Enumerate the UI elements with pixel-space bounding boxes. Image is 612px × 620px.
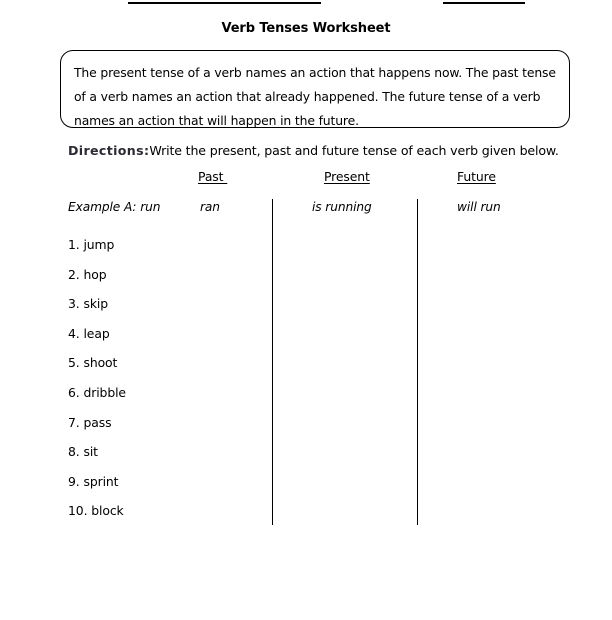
- list-item: 8. sit: [68, 444, 98, 460]
- example-answer-future: will run: [457, 200, 501, 214]
- list-item: 6. dribble: [68, 384, 126, 400]
- directions-label: Directions:: [68, 143, 150, 158]
- column-header-future: Future: [457, 169, 496, 184]
- example-answer-past: ran: [200, 200, 220, 214]
- example-answer-present: is running: [312, 200, 372, 214]
- date-blank-rule: [443, 2, 525, 4]
- column-divider-present-future: [417, 199, 418, 525]
- list-item: 4. leap: [68, 325, 110, 341]
- definition-text: The present tense of a verb names an action that happens now. The past tense of a verb names an action that already happened. The future tense of a verb names an action that will happen in the future.: [74, 65, 556, 128]
- definition-box: [60, 50, 570, 128]
- list-item: 9. sprint: [68, 473, 119, 489]
- list-item: 2. hop: [68, 266, 107, 282]
- page-title: Verb Tenses Worksheet: [221, 21, 391, 36]
- list-item: 10. block: [68, 503, 124, 519]
- directions: [68, 140, 568, 159]
- column-divider-past-present: [272, 199, 273, 525]
- list-item: 1. jump: [68, 237, 115, 252]
- list-item: 5. shoot: [68, 355, 118, 371]
- directions-text: Write the present, past and future tense of each verb given below.: [149, 143, 559, 158]
- name-blank-rule: [128, 2, 321, 4]
- example-label: Example A: run: [68, 200, 161, 214]
- list-item: 3. skip: [68, 296, 108, 312]
- column-header-present: Present: [324, 169, 370, 184]
- verb-list: [68, 230, 238, 526]
- column-header-past: Past: [198, 169, 228, 184]
- list-item: 7. pass: [68, 414, 112, 430]
